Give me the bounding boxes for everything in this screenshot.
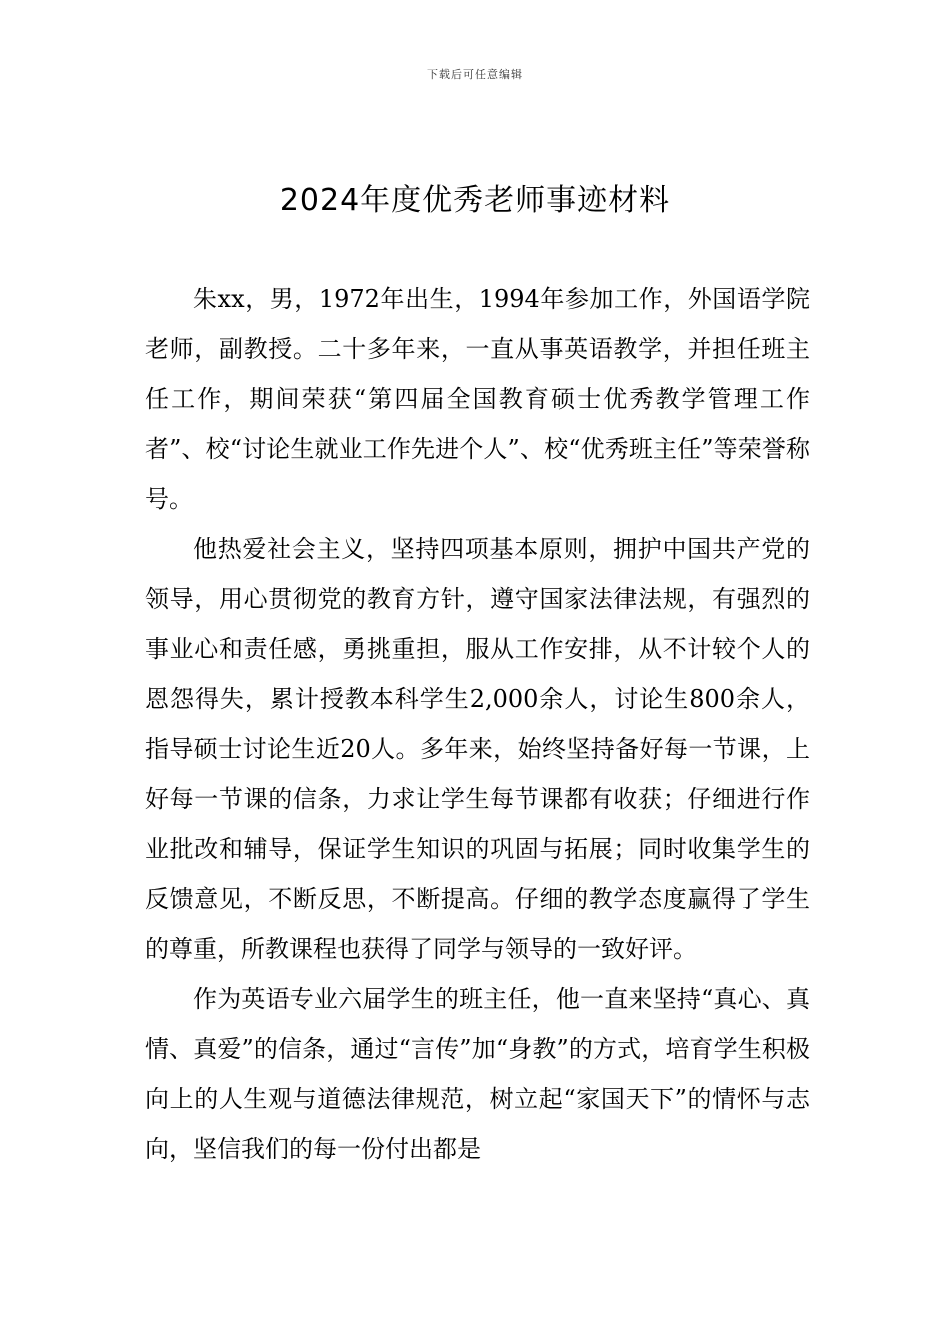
document-title: 2024年度优秀老师事迹材料	[279, 183, 671, 218]
header-note: 下载后可任意编辑	[427, 68, 523, 81]
paragraph-1: 朱xx，男，1972年出生，1994年参加工作，外国语学院老师，副教授。二十多年来，一直从事英语教学，并担任班主任工作，期间荣获“第四届全国教育硕士优秀教学管理工作者”、校“讨论生就业工作先进个人”、校“优秀班主任”等荣誉称号。	[145, 285, 810, 513]
paragraph-2: 他热爱社会主义，坚持四项基本原则，拥护中国共产党的领导，用心贯彻党的教育方针，遵守国家法律法规，有强烈的事业心和责任感，勇挑重担，服从工作安排，从不计较个人的恩怨得失，累计授教本科学生2,000余人，讨论生800余人，指导硕士讨论生近20人。多年来，始终坚持备好每一节课，上好每一节课的信条，力求让学生每节课都有收获；仔细进行作业批改和辅导，保证学生知识的巩固与拓展；同时收集学生的反馈意见，不断反思，不断提高。仔细的教学态度赢得了学生的尊重，所教课程也获得了同学与领导的一致好评。	[145, 535, 810, 963]
document-body	[145, 274, 810, 1174]
paragraph-3: 作为英语专业六届学生的班主任，他一直来坚持“真心、真情、真爱”的信条，通过“言传”加“身教”的方式，培育学生积极向上的人生观与道德法律规范，树立起“家国天下”的情怀与志向，坚信我们的每一份付出都是	[145, 985, 810, 1163]
